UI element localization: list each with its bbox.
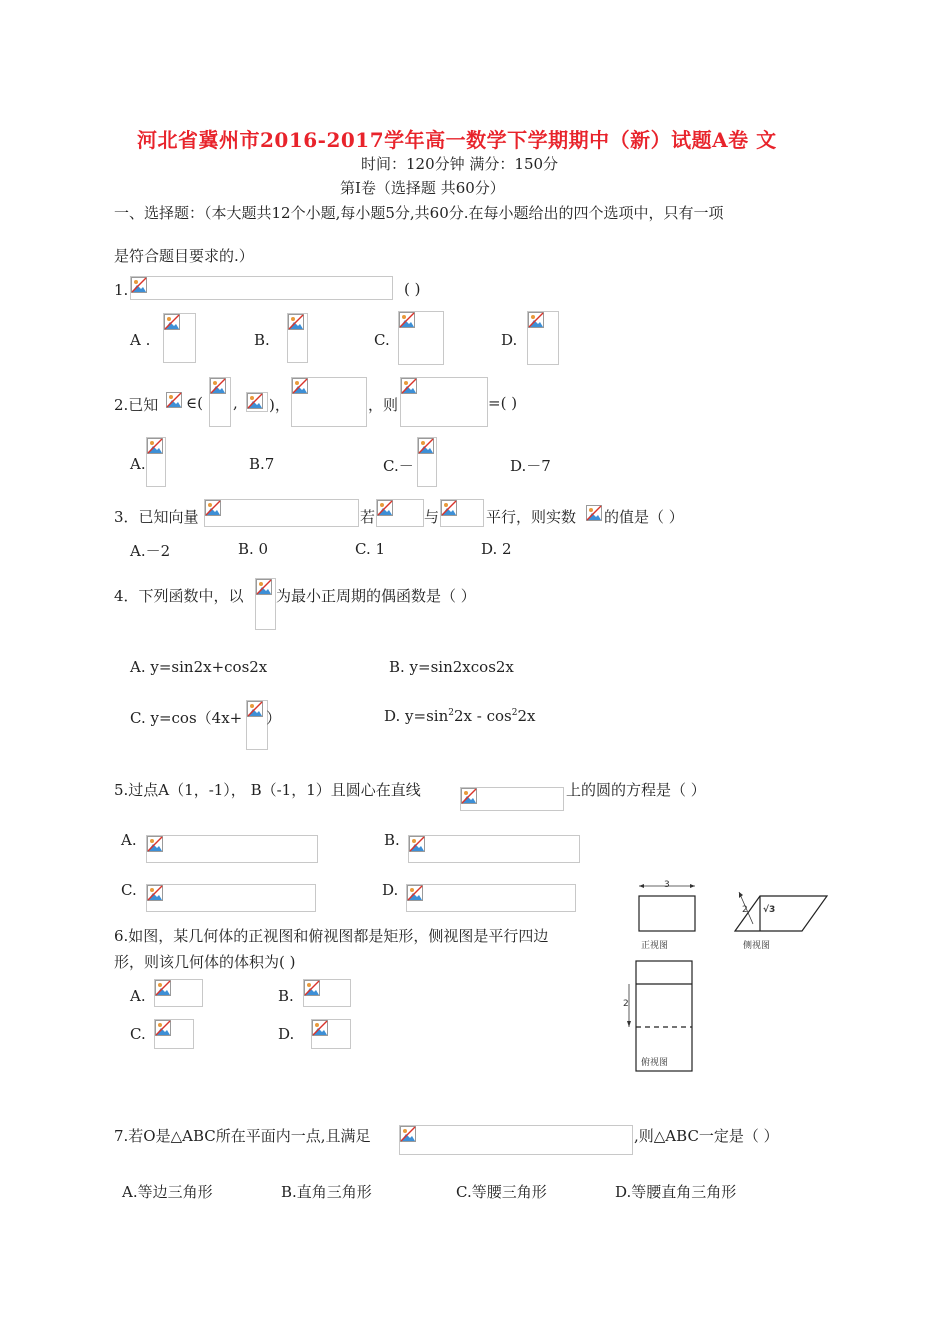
- section-instructions-line1: 一、选择题：（本大题共12个小题,每小题5分,共60分.在每小题给出的四个选项中，只有一项: [114, 204, 724, 222]
- q2-option-a-label: A.: [130, 455, 146, 473]
- q4-option-c-image: [246, 700, 268, 750]
- q7-condition-image: [399, 1125, 633, 1155]
- q7-tail: ,则△ABC一定是（ ）: [634, 1127, 779, 1145]
- broken-image-icon: [418, 438, 434, 454]
- exam-meta: 时间：120分钟 满分：150分: [361, 155, 559, 173]
- broken-image-icon: [400, 1126, 416, 1142]
- q7-option-d: D.等腰直角三角形: [615, 1183, 737, 1201]
- q2-alpha-image: [166, 392, 186, 412]
- broken-image-icon: [205, 500, 221, 516]
- q2-option-d: D.－7: [510, 457, 551, 475]
- broken-image-icon: [155, 980, 171, 996]
- q2-in-symbol: ∈(: [186, 394, 203, 412]
- q6-option-c-label: C.: [130, 1025, 146, 1043]
- broken-image-icon: [528, 312, 544, 328]
- q5-option-d-label: D.: [382, 881, 399, 899]
- q4-option-c: C. y=cos（4x+: [130, 709, 243, 727]
- q4-stem: 4．下列函数中，以: [114, 587, 244, 605]
- q3-option-b: B. 0: [238, 540, 269, 558]
- broken-image-icon: [147, 836, 163, 852]
- q2-comma: ,: [233, 394, 238, 412]
- q3-parallel-text: 平行，则实数: [486, 508, 577, 526]
- broken-image-icon: [247, 701, 263, 717]
- top-view-label: 俯视图: [641, 1058, 669, 1068]
- front-view: [639, 884, 695, 931]
- q2-close: )，: [269, 396, 290, 414]
- q5-option-c-image: [146, 884, 316, 912]
- q5-option-b-image: [408, 835, 580, 863]
- broken-image-icon: [288, 314, 304, 330]
- broken-image-icon: [256, 579, 272, 595]
- q4-option-a: A. y=sin2x+cos2x: [130, 658, 268, 676]
- broken-image-icon: [312, 1020, 328, 1036]
- q3-vector-diff-image: [440, 499, 484, 527]
- q6-option-b-image: [303, 979, 351, 1007]
- q5-option-b-label: B.: [384, 831, 400, 849]
- q2-option-c-label: C.－: [383, 457, 414, 475]
- broken-image-icon: [304, 980, 320, 996]
- q2-condition-image: [291, 377, 367, 427]
- q1-option-a-image: [163, 313, 196, 363]
- q3-k-image: [586, 505, 604, 523]
- document-title: 河北省冀州市2016-2017学年高一数学下学期期中（新）试题A卷 文: [137, 128, 777, 152]
- q5-stem: 5.过点A（1，-1）， B（-1，1）且圆心在直线: [114, 781, 421, 799]
- q6-stem-line2: 形，则该几何体的体积为( ): [114, 953, 296, 971]
- broken-image-icon: [377, 500, 393, 516]
- q2-then: ，则: [368, 396, 399, 414]
- broken-image-icon: [409, 836, 425, 852]
- q6-option-b-label: B.: [278, 987, 294, 1005]
- q5-option-a-label: A.: [121, 831, 137, 849]
- broken-image-icon: [131, 277, 147, 293]
- q1-option-c-label: C.: [374, 331, 390, 349]
- broken-image-icon: [147, 438, 163, 454]
- q2-option-c-image: [417, 437, 437, 487]
- part-heading: 第I卷（选择题 共60分）: [340, 179, 505, 197]
- broken-image-icon: [164, 314, 180, 330]
- broken-image-icon: [399, 312, 415, 328]
- side-view-dim-2: 2: [742, 905, 748, 915]
- q3-option-c: C. 1: [355, 540, 386, 558]
- q1-answer-paren: ( ): [404, 280, 421, 298]
- q1-option-a-label: A .: [130, 331, 151, 349]
- side-view: [735, 892, 827, 931]
- q7-option-a: A.等边三角形: [122, 1183, 213, 1201]
- q3-vectors-image: [204, 499, 359, 527]
- q1-formula-image: [130, 276, 393, 300]
- q2-interval-left-image: [209, 377, 231, 427]
- q6-option-d-image: [311, 1019, 351, 1049]
- q2-target-image: [400, 377, 488, 427]
- q1-option-d-label: D.: [501, 331, 518, 349]
- q7-option-c: C.等腰三角形: [456, 1183, 547, 1201]
- q4-option-d: D. $y=\sin^22x - \cos^22x$: [384, 707, 536, 725]
- broken-image-icon: [155, 1020, 171, 1036]
- q3-and: 与: [424, 508, 440, 526]
- q1-number: 1.: [114, 281, 129, 299]
- q4-option-b: B. y=sin2xcos2x: [389, 658, 514, 676]
- q6-option-a-image: [154, 979, 203, 1007]
- q3-tail: 的值是（ ）: [604, 508, 684, 526]
- broken-image-icon: [247, 393, 263, 409]
- broken-image-icon: [166, 392, 182, 408]
- side-view-dim-sqrt3: √3: [763, 905, 776, 915]
- broken-image-icon: [210, 378, 226, 394]
- section-instructions-line2: 是符合题目要求的.）: [114, 247, 254, 265]
- q7-stem: 7.若O是△ABC所在平面内一点,且满足: [114, 1127, 371, 1145]
- q4-tail: 为最小正周期的偶函数是（ ）: [276, 587, 476, 605]
- q6-option-c-image: [154, 1019, 194, 1049]
- q6-option-a-label: A.: [130, 987, 146, 1005]
- q2-interval-right-image: [246, 392, 268, 412]
- q4-option-c-close: ）: [266, 709, 282, 727]
- broken-image-icon: [441, 500, 457, 516]
- broken-image-icon: [586, 505, 602, 521]
- front-view-width-label: 3: [664, 880, 670, 890]
- broken-image-icon: [461, 788, 477, 804]
- q7-option-b: B.直角三角形: [281, 1183, 372, 1201]
- broken-image-icon: [401, 378, 417, 394]
- three-view-figure: [605, 878, 840, 1073]
- q5-option-d-image: [406, 884, 576, 912]
- q6-option-d-label: D.: [278, 1025, 295, 1043]
- q2-option-b: B.7: [249, 455, 275, 473]
- q1-option-d-image: [527, 311, 559, 365]
- q1-option-c-image: [398, 311, 444, 365]
- q2-equals-paren: =( ): [488, 394, 518, 412]
- q1-option-b-image: [287, 313, 308, 363]
- q4-period-image: [255, 578, 276, 630]
- q5-option-c-label: C.: [121, 881, 137, 899]
- q3-option-d: D. 2: [481, 540, 512, 558]
- q3-stem: 3．已知向量: [114, 508, 199, 526]
- q6-stem-line1: 6.如图，某几何体的正视图和俯视图都是矩形，侧视图是平行四边: [114, 927, 549, 945]
- q5-tail: 上的圆的方程是（ ）: [566, 781, 706, 799]
- q2-stem-start: 2.已知: [114, 396, 159, 414]
- broken-image-icon: [147, 885, 163, 901]
- broken-image-icon: [407, 885, 423, 901]
- q5-line-image: [460, 787, 564, 811]
- front-view-label: 正视图: [641, 941, 669, 951]
- side-view-label: 侧视图: [743, 941, 771, 951]
- broken-image-icon: [292, 378, 308, 394]
- q3-if: 若: [360, 508, 376, 526]
- q3-option-a: A.－2: [130, 542, 171, 560]
- q1-option-b-label: B.: [254, 331, 270, 349]
- q3-vector-sum-image: [376, 499, 424, 527]
- top-view-dim-2: 2: [623, 999, 629, 1009]
- q2-option-a-image: [146, 437, 166, 487]
- q5-option-a-image: [146, 835, 318, 863]
